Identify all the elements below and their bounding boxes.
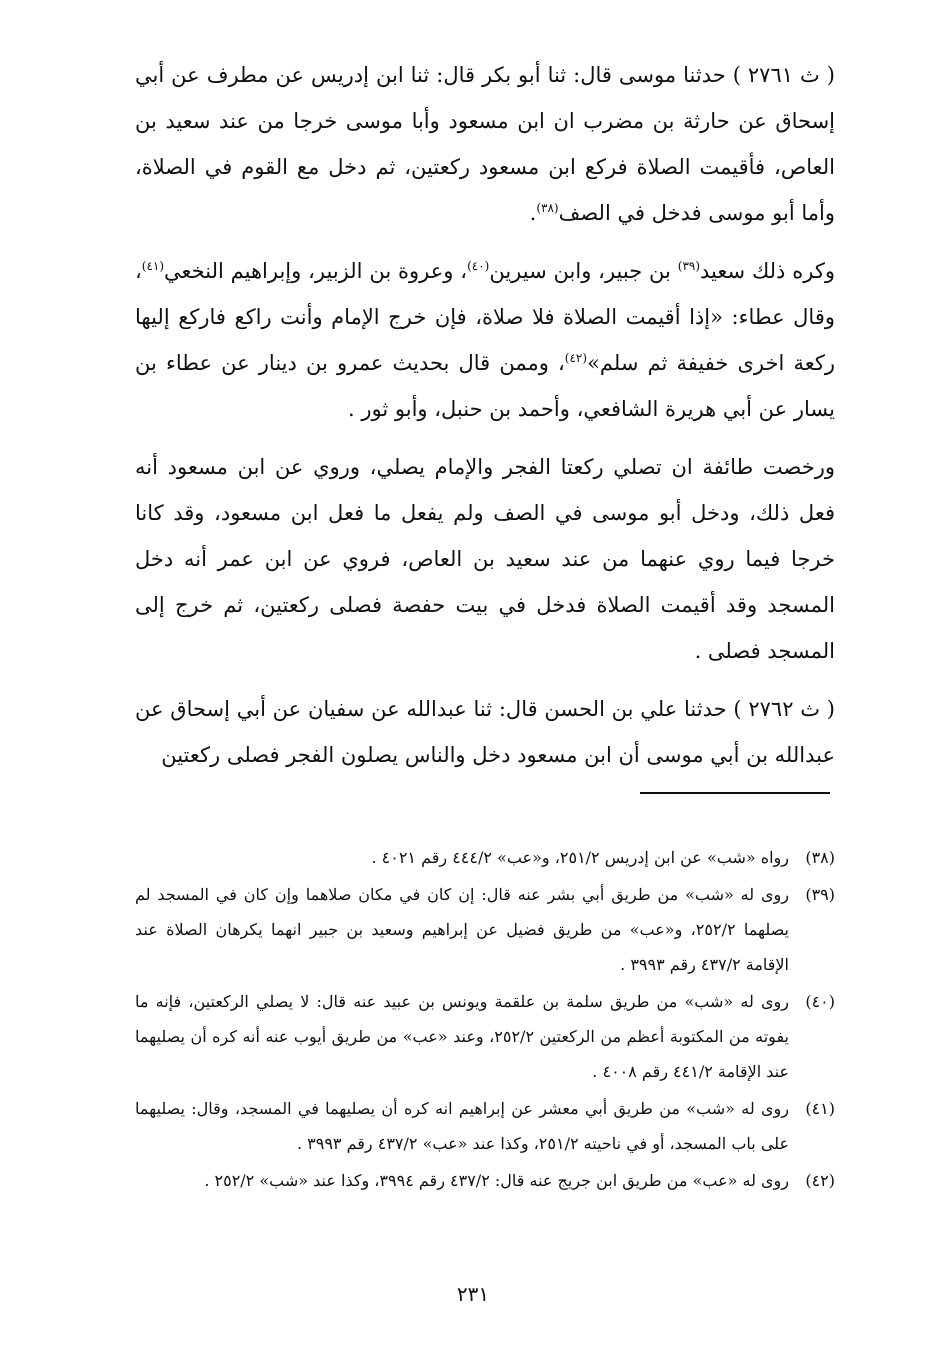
footnote xyxy=(135,1163,835,1198)
footnotes xyxy=(135,840,835,1200)
footnote-text: روى له «شب» من طريق أبي معشر عن إبراهيم انه كره أن يصليهما في المسجد، وقال: يصليهما على باب المسجد، أو في ناحيته ٢٥١/٢، وكذا عند «عب» ٤٣٧/٢ رقم ٣٩٩٣ . xyxy=(135,1099,789,1153)
text-run: ( ث ٢٧٦٢ ) حدثنا علي بن الحسن قال: ثنا عبدالله عن سفيان عن أبي إسحاق عن عبدالله بن أبي موسى أن ابن مسعود دخل والناس يصلون الفجر فصلى ركعتين xyxy=(135,697,835,767)
footnote-number: (٣٨) xyxy=(805,848,835,867)
footnote-text: رواه «شب» عن ابن إدريس ٢٥١/٢، و«عب» ٤٤٤/٢ رقم ٤٠٢١ . xyxy=(371,848,789,867)
paragraph xyxy=(135,686,835,778)
footnote xyxy=(135,984,835,1089)
main-text xyxy=(135,52,835,778)
paragraph xyxy=(135,444,835,674)
page-number: ٢٣١ xyxy=(456,1282,490,1306)
footnote-separator xyxy=(640,792,830,794)
text-run: وكره ذلك سعيد xyxy=(700,259,835,283)
text-run: ( ث ٢٧٦١ ) حدثنا موسى قال: ثنا أبو بكر قال: ثنا ابن إدريس عن مطرف عن أبي إسحاق عن حارثة بن مضرب ان ابن مسعود وأبا موسى خرجا من عند سعيد بن العاص، فأقيمت الصلاة فركع ابن مسعود ركعتين، ثم دخل مع القوم في الصلاة، وأما أبو موسى فدخل في الصف xyxy=(135,63,835,225)
footnote xyxy=(135,877,835,982)
footnote-ref: (٤٢) xyxy=(564,351,588,365)
text-run: ، وممن قال بحديث عمرو بن دينار عن عطاء بن يسار عن أبي هريرة الشافعي، وأحمد بن حنبل، وأبو ثور . xyxy=(135,351,835,421)
footnote xyxy=(135,1091,835,1161)
paragraph xyxy=(135,248,835,432)
footnote-number: (٤١) xyxy=(805,1099,835,1118)
footnote-number: (٤٢) xyxy=(805,1171,835,1190)
footnote-text: روى له «شب» من طريق أبي بشر عنه قال: إن كان في مكان صلاهما وإن كان في المسجد لم يصلهما ٢٥٢/٢، و«عب» من طريق فضيل عن إبراهيم وسعيد بن جبير انهما يكرهان الصلاة عند الإقامة ٤٣٧/٢ رقم ٣٩٩٣ . xyxy=(135,885,790,974)
text-run: ، وعروة بن الزبير، وإبراهيم النخعي xyxy=(164,259,468,283)
text-run: ورخصت طائفة ان تصلي ركعتا الفجر والإمام يصلي، وروي عن ابن مسعود أنه فعل ذلك، ودخل أبو موسى في الصف ولم يفعل ما فعل ابن مسعود، وقد كانا خرجا فيما روي عنهما من عند سعيد بن العاص، فروي عن ابن عمر أنه دخل المسجد وقد أقيمت الصلاة فدخل في بيت حفصة فصلى ركعتين، ثم خرج إلى المسجد فصلى . xyxy=(135,455,835,663)
footnote-ref: (٤١) xyxy=(141,259,165,273)
footnote-number: (٤٠) xyxy=(805,992,835,1011)
footnote-number: (٣٩) xyxy=(805,885,835,904)
footnote-ref: (٣٩) xyxy=(677,259,701,273)
text-run: ، وقال عطاء: «إذا أقيمت الصلاة فلا صلاة، فإن خرج الإمام وأنت راكع فاركع إليها ركعة اخرى خفيفة ثم سلم» xyxy=(135,259,835,375)
text-run: بن جبير، وابن سيرين xyxy=(489,259,678,283)
footnote-ref: (٣٨) xyxy=(536,201,559,215)
footnote-text: روى له «عب» من طريق ابن جريج عنه قال: ٤٣٧/٢ رقم ٣٩٩٤، وكذا عند «شب» ٢٥٢/٢ . xyxy=(204,1171,789,1190)
footnote xyxy=(135,840,835,875)
text-run: . xyxy=(529,201,537,225)
footnote-ref: (٤٠) xyxy=(467,259,490,273)
footnote-text: روى له «شب» من طريق سلمة بن علقمة ويونس بن عبيد عنه قال: لا يصلي الركعتين، فإنه ما يفوته من المكتوبة أعظم من الركعتين ٢٥٢/٢، وعند «عب» من طريق أيوب عنه أنه كره أن يصليهما عند الإقامة ٤٤١/٢ رقم ٤٠٠٨ . xyxy=(135,992,789,1081)
paragraph xyxy=(135,52,835,236)
